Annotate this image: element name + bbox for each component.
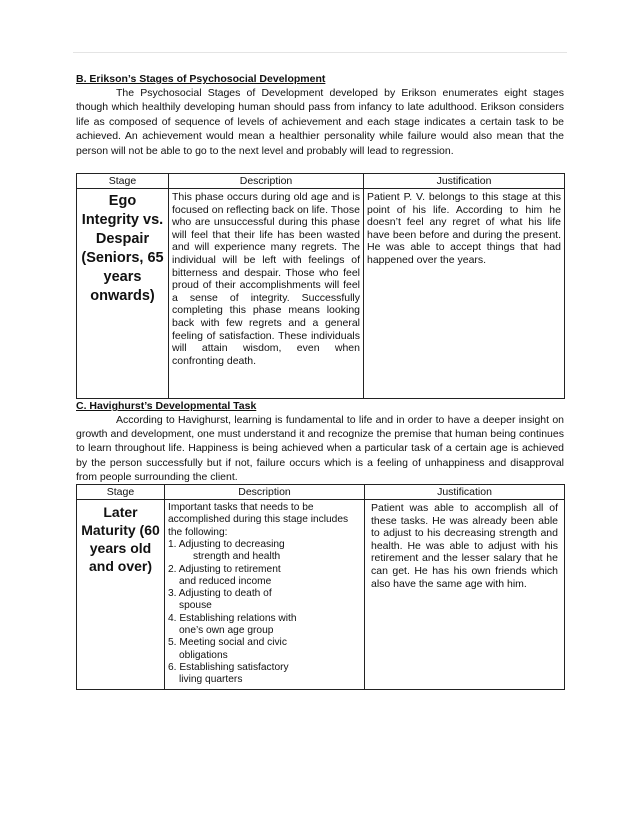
havighurst-heading: C. Havighurst’s Developmental Task [76,400,257,413]
header-justification: Justification [365,485,565,500]
header-stage: Stage [77,174,169,189]
top-divider [73,52,567,53]
tasks-intro: Important tasks that needs to be accomplished during this stage includes the following: [168,502,349,538]
stage-cell: Ego Integrity vs. Despair (Seniors, 65 years onwards) [77,189,169,399]
header-stage: Stage [77,485,165,500]
description-cell: This phase occurs during old age and is focused on reflecting back on life. Those who are unsuccessful during this phase will feel that their life has been wasted and will experience many regrets. The individual will be left with feelings of bitterness and despair. Those who feel proud of their accomplishments will feel a sense of integrity. Successfully completing this phase means looking back with few regrets and a general feeling of satisfaction. These individuals will attain wisdom, even when confronting death. [169,189,364,399]
erikson-table [76,173,565,399]
table-row [77,500,565,689]
justification-cell: Patient P. V. belongs to this stage at this point of his life. According to him he doesn’t feel any regret of what his life have been before and during the present. He was able to accept things that had happened over the years. [364,189,565,399]
erikson-table-header [77,174,565,189]
header-description: Description [169,174,364,189]
list-item: 1. Adjusting to decreasing strength and health [168,538,285,563]
list-item: 6. Establishing satisfactory living quarters [168,661,289,686]
justification-cell: Patient was able to accomplish all of these tasks. He was already been able to adjust to his decreasing strength and health. He was able to adjust with his retirement and the lesser salary that he can get. He has his own friends which also have the same age with him. [365,500,565,689]
list-item: 4. Establishing relations with one’s own age group [168,612,297,637]
list-item: 5. Meeting social and civic obligations [168,637,287,661]
list-item: 2. Adjusting to retirement and reduced income [168,563,281,587]
stage-cell: Later Maturity (60 years old and over) [77,500,165,689]
document-page [76,72,564,690]
erikson-paragraph: The Psychosocial Stages of Development developed by Erikson enumerates eight stages though which healthily developing human should pass from infancy to late adulthood. Erikson considers life as composed of sequence of levels of achievement and each stage indicates a certain task to be achieved. An achievement would mean a healthier personality while failure would also mean that the person will not be able to go to the next level and probably will lead to regression. [76,87,564,157]
havighurst-table-header [77,485,565,500]
list-item: 3. Adjusting to death of spouse [168,588,272,612]
description-cell [165,500,365,689]
erikson-heading: B. Erikson’s Stages of Psychosocial Development [76,73,326,85]
header-description: Description [165,485,365,500]
table-row [77,189,565,399]
havighurst-paragraph: According to Havighurst, learning is fundamental to life and in order to have a deeper insight on growth and development, one must understand it and recognize the premise that human being continues to learn throughout life. Happiness is being achieved when a particular task of a certain age is achieved by the person successfully but if not, failure occurs which is a feeling of unhappiness and disapproval from people surrounding the client. [76,414,564,483]
header-justification: Justification [364,174,565,189]
havighurst-table [76,484,565,689]
